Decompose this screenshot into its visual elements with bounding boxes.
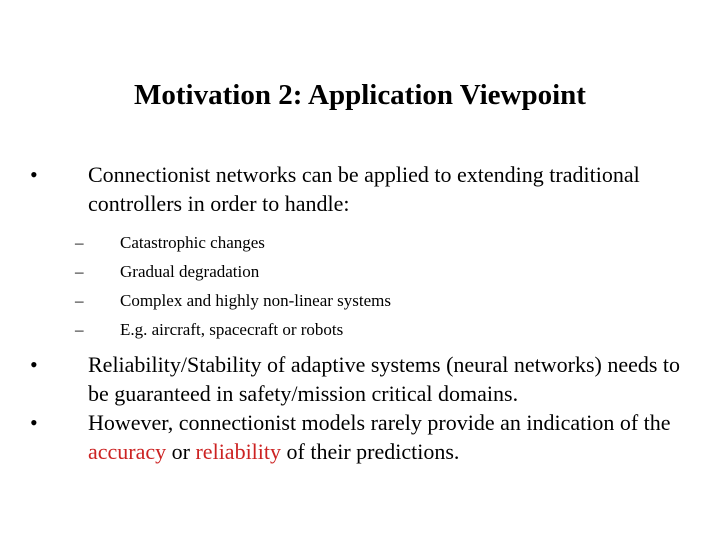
slide-content — [30, 160, 700, 466]
bullet-text: Reliability/Stability of adaptive systems (neural networks) needs to be guaranteed in safety/mission critical domains. — [88, 352, 681, 406]
sub-item-text: Complex and highly non-linear systems — [120, 291, 392, 310]
dash-icon: – — [75, 233, 84, 252]
bullet-text: Connectionist networks can be applied to extending traditional controllers in order to handle: — [88, 162, 640, 216]
dash-icon: – — [75, 262, 84, 281]
bullet-icon: • — [30, 352, 38, 377]
bullet-item-2 — [30, 350, 700, 408]
bullet-icon: • — [30, 410, 38, 435]
sub-list — [30, 228, 700, 344]
dash-icon: – — [75, 291, 84, 310]
bullet-item-3 — [30, 408, 700, 466]
sub-item-text: Gradual degradation — [120, 262, 260, 281]
accent-word-accuracy: accuracy — [88, 439, 167, 464]
sub-item — [30, 315, 700, 344]
bullet-text-part: of their predictions. — [281, 439, 460, 464]
bullet-text — [88, 410, 671, 464]
sub-item — [30, 228, 700, 257]
bullet-icon: • — [30, 162, 38, 187]
dash-icon: – — [75, 320, 84, 339]
sub-item-text: Catastrophic changes — [120, 233, 265, 252]
slide-title: Motivation 2: Application Viewpoint — [134, 79, 586, 111]
bullet-item-1 — [30, 160, 700, 218]
bullet-text-part: or — [166, 439, 196, 464]
sub-item-text: E.g. aircraft, spacecraft or robots — [120, 320, 344, 339]
accent-word-reliability: reliability — [195, 439, 282, 464]
bullet-text-part: However, connectionist models rarely provide an indication of the — [88, 410, 671, 435]
sub-item — [30, 257, 700, 286]
sub-item — [30, 286, 700, 315]
